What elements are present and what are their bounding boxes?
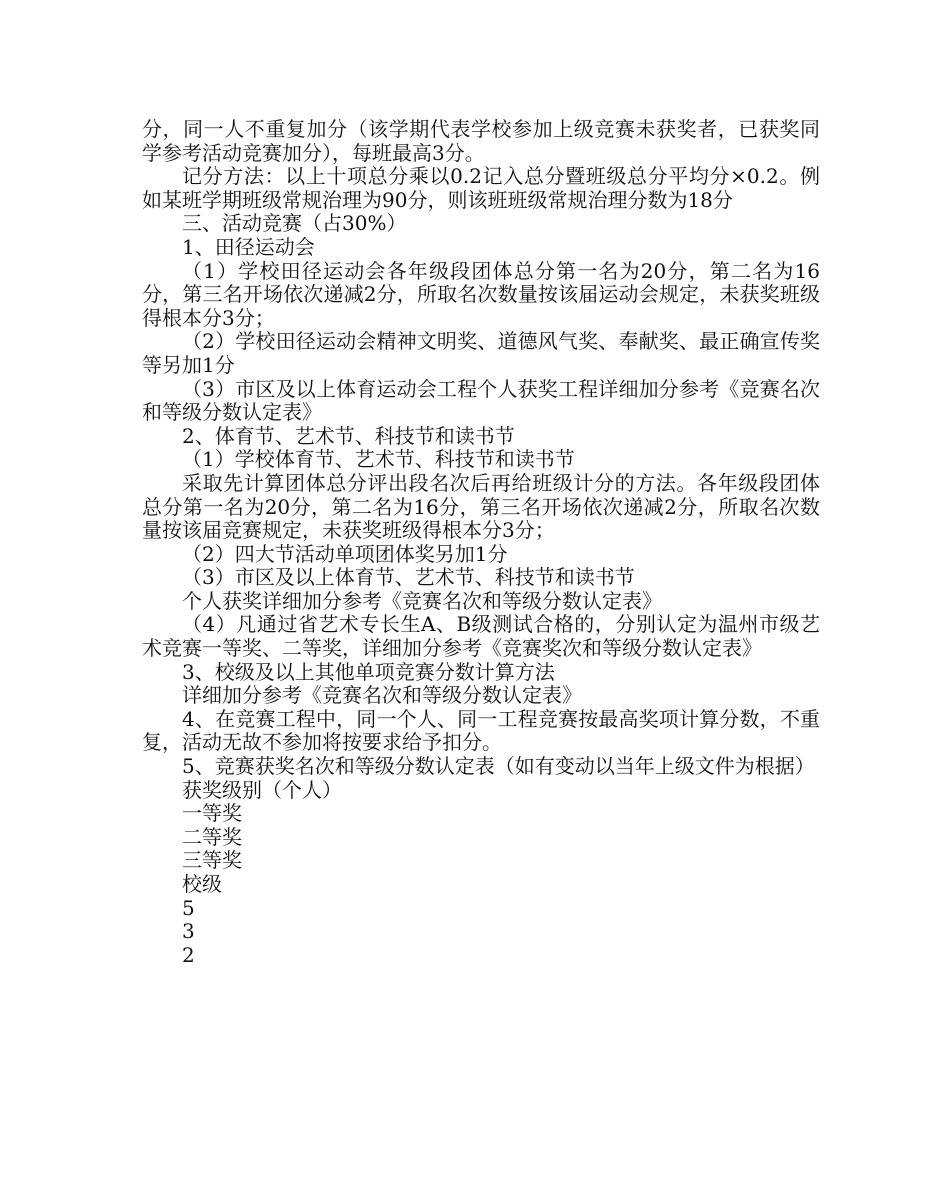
paragraph: 分，同一人不重复加分（该学期代表学校参加上级竞赛未获奖者，已获奖同学参考活动竞赛加分），每班最高3分。	[142, 117, 820, 165]
table-cell: 二等奖	[182, 824, 242, 849]
paragraph: 记分方法：以上十项总分乘以0.2记入总分暨班级总分平均分×0.2。例如某班学期班级常规治理为90分，则该班班级常规治理分数为18分	[142, 164, 820, 212]
table-cell: 一等奖	[182, 801, 242, 826]
paragraph: （3）市区及以上体育运动会工程个人获奖工程详细加分参考《竞赛名次和等级分数认定表》	[142, 376, 820, 425]
table-cell: 校级	[182, 872, 222, 896]
paragraph: （2）学校田径运动会精神文明奖、道德风气奖、奉献奖、最正确宣传奖等另加1分	[142, 329, 820, 377]
paragraph: 个人获奖详细加分参考《竞赛名次和等级分数认定表》	[182, 588, 662, 613]
paragraph: （2）四大节活动单项团体奖另加1分	[182, 541, 508, 566]
table-cell: 2	[182, 942, 195, 967]
paragraph: （3）市区及以上体育节、艺术节、科技节和读书节	[182, 565, 635, 590]
paragraph: （1）学校田径运动会各年级段团体总分第一名为20分，第二名为16分，第三名开场依次递减2分，所取名次数量按该届运动会规定，未获奖班级得根本分3分；	[142, 258, 820, 330]
paragraph: 4、在竞赛工程中，同一个人、同一工程竞赛按最高奖项计算分数，不重复，活动无故不参加将按要求给予扣分。	[142, 706, 820, 755]
paragraph: （4）凡通过省艺术专长生A、B级测试合格的，分别认定为温州市级艺术竞赛一等奖、二等奖，详细加分参考《竞赛奖次和等级分数认定表》	[142, 612, 820, 661]
paragraph-list	[142, 118, 820, 779]
subsection-heading: 2、体育节、艺术节、科技节和读书节	[182, 423, 515, 448]
section-heading: 三、活动竞赛（占30%）	[182, 211, 407, 236]
subsection-heading: 3、校级及以上其他单项竞赛分数计算方法	[182, 659, 555, 684]
subsection-heading: 1、田径运动会	[182, 234, 315, 259]
paragraph: 5、竞赛获奖名次和等级分数认定表（如有变动以当年上级文件为根据）	[182, 754, 815, 779]
table-header-cell: 获奖级别（个人）	[182, 777, 342, 802]
table-cell: 3	[182, 919, 195, 944]
paragraph: 详细加分参考《竞赛名次和等级分数认定表》	[182, 683, 582, 708]
score-table-lines	[142, 779, 820, 968]
table-cell: 5	[182, 895, 195, 920]
paragraph: （1）学校体育节、艺术节、科技节和读书节	[182, 447, 575, 472]
paragraph: 采取先计算团体总分评出段名次后再给班级计分的方法。各年级段团体总分第一名为20分，第二名为16分，第三名开场依次递减2分，所取名次数量按该届竞赛规定，未获奖班级得根本分3分；	[142, 470, 820, 543]
table-cell: 三等奖	[182, 848, 242, 873]
